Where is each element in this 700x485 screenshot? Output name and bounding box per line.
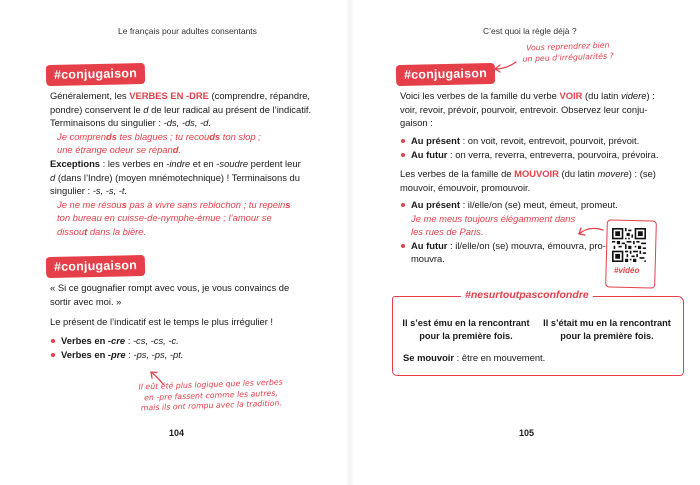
list-item: Au présent : il/elle/on (se) meut, émeut, promeut. Je me meus toujours élégamment dans les rues de Paris. [400, 198, 618, 239]
quote-gougnafier: « Si ce gougnafier rompt avec vous, je vous convaincs de sortir avec moi. » [50, 282, 290, 307]
rule-verbe-voir: Voici les verbes de la famille du verbe VOIR (du latin videre) : voir, revoir, prévoir, pourvoir, entrevoir. Observez leur conju- gaison : [400, 90, 655, 129]
bullet-list [400, 134, 658, 161]
callout-box [392, 289, 684, 376]
list-item: Au futur : il/elle/on (se) mouvra, émouvra, pro- mouvra. [400, 239, 618, 266]
callout-title: #nesurtoutpasconfondre [461, 289, 593, 301]
bullet-list [50, 334, 183, 361]
video-link-label[interactable]: #vidéo [614, 266, 640, 275]
list-item: Au futur : on verra, reverra, entreverra, pourvoira, prévoira. [400, 148, 658, 162]
rule-verbes-dre: Généralement, les VERBES EN -DRE (comprendre, répandre, pondre) conservent le d de leur radical au présent de l’indicatif. Terminaisons du singulier : -ds, -ds, -d. Je comprends tes blagues ; tu recouds ton slop ; une étrange odeur se répand. Exceptions : les verbes en -indre et en -soudre perdent leur d (dans l’Indre) (moyen mnémotechnique) ! Terminaisons du singulier : -s, -s, -t. Je ne me résous pas à vivre sans reblochon ; tu repeins ton bureau en cuisse-de-nymphe-émue ; l’amour se dissout dans la bière. [50, 90, 312, 237]
tag-conjugaison: #conjugaison [46, 255, 145, 278]
tag-conjugaison: #conjugaison [396, 63, 495, 86]
page-number: 105 [519, 428, 535, 438]
list-item: Verbes en -pre : -ps, -ps, -pt. [50, 348, 183, 362]
tag-conjugaison: #conjugaison [46, 63, 145, 86]
arrow-icon [492, 58, 518, 74]
running-head-left: Le français pour adultes consentants [118, 26, 257, 36]
list-item: Verbes en -cre : -cs, -cs, -c. [50, 334, 183, 348]
callout-definition: Se mouvoir : être en mouvement. [403, 352, 546, 363]
qr-code-icon[interactable] [612, 228, 646, 262]
running-head-right: C’est quoi la règle déjà ? [483, 26, 577, 36]
list-item: Au présent : on voit, revoit, entrevoit, pourvoit, prévoit. [400, 134, 658, 148]
callout-example-emu: Il s’est ému en la rencontrant pour la première fois. [402, 318, 530, 341]
handwritten-note: Vous reprendrez bien un peu d’irrégularités ? [522, 40, 614, 64]
arrow-icon [576, 222, 606, 238]
rule-present-irregulier: Le présent de l’indicatif est le temps le plus irrégulier ! [50, 316, 274, 327]
page-number: 104 [169, 428, 185, 438]
callout-example-mu: Il s’était mu en la rencontrant pour la première fois. [543, 318, 671, 341]
right-page [350, 0, 700, 485]
handwritten-note: Il eût été plus logique que les verbes en -pre fassent comme les autres, mais ils ont rompu avec la tradition. [138, 377, 283, 413]
rule-verbe-mouvoir: Les verbes de la famille de MOUVOIR (du latin movere) : (se) mouvoir, émouvoir, promouvoir. [400, 168, 656, 193]
